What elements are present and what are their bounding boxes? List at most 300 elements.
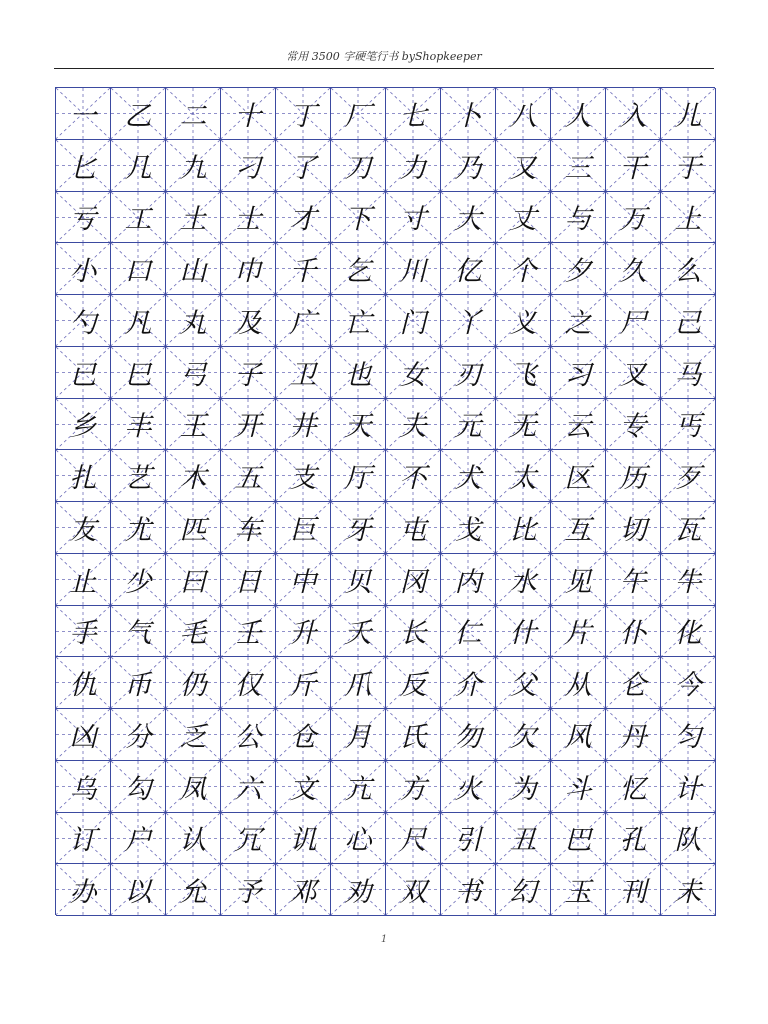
- practice-character: 邓: [289, 877, 317, 909]
- grid-cell: [166, 864, 221, 916]
- practice-character: 刃: [454, 359, 482, 391]
- practice-character: 大: [454, 204, 482, 236]
- practice-character: 子: [234, 359, 262, 391]
- grid-cell: [606, 192, 661, 244]
- grid-cell: [606, 657, 661, 709]
- practice-character: 尺: [399, 825, 427, 857]
- practice-character: 个: [509, 256, 537, 288]
- grid-cell: [56, 657, 111, 709]
- practice-character: 丑: [509, 825, 537, 857]
- practice-character: 门: [399, 307, 427, 339]
- practice-character: 尸: [619, 307, 647, 339]
- practice-character: 无: [509, 411, 537, 443]
- grid-cell: [221, 192, 276, 244]
- grid-cell: [551, 88, 606, 140]
- grid-cell: [276, 347, 331, 399]
- practice-character: 认: [179, 825, 207, 857]
- grid-cell: [661, 192, 716, 244]
- practice-character: 日: [234, 566, 262, 598]
- practice-character: 戈: [454, 514, 482, 546]
- grid-cell: [166, 554, 221, 606]
- practice-character: 犬: [454, 463, 482, 495]
- practice-character: 内: [454, 566, 482, 598]
- practice-character: 以: [124, 877, 152, 909]
- grid-cell: [496, 813, 551, 865]
- practice-character: 仇: [69, 670, 97, 702]
- grid-cell: [111, 399, 166, 451]
- practice-character: 刀: [344, 152, 372, 184]
- grid-cell: [661, 554, 716, 606]
- practice-character: 分: [124, 721, 152, 753]
- grid-cell: [276, 295, 331, 347]
- practice-character: 云: [564, 411, 592, 443]
- grid-cell: [111, 709, 166, 761]
- practice-character: 办: [69, 877, 97, 909]
- practice-character: 丁: [289, 100, 317, 132]
- grid-cell: [551, 606, 606, 658]
- practice-character: 于: [674, 152, 702, 184]
- practice-character: 一: [69, 100, 97, 132]
- practice-character: 入: [619, 100, 647, 132]
- practice-character: 弓: [179, 359, 207, 391]
- practice-character: 牙: [344, 514, 372, 546]
- page-header: 常用 3500 字硬笔行书 byShopkeeper: [286, 50, 482, 63]
- grid-cell: [111, 347, 166, 399]
- practice-character: 水: [509, 566, 537, 598]
- grid-cell: [221, 761, 276, 813]
- grid-cell: [166, 88, 221, 140]
- grid-cell: [166, 192, 221, 244]
- grid-cell: [276, 140, 331, 192]
- practice-character: 己: [674, 307, 702, 339]
- practice-character: 今: [674, 670, 702, 702]
- grid-cell: [441, 554, 496, 606]
- grid-cell: [441, 88, 496, 140]
- grid-cell: [111, 192, 166, 244]
- practice-character: 支: [289, 463, 317, 495]
- practice-character: 艺: [124, 463, 152, 495]
- grid-cell: [441, 140, 496, 192]
- practice-character: 了: [289, 152, 317, 184]
- grid-cell: [56, 606, 111, 658]
- practice-character: 才: [289, 204, 317, 236]
- grid-cell: [496, 761, 551, 813]
- practice-character: 允: [179, 877, 207, 909]
- practice-character: 王: [179, 411, 207, 443]
- practice-character: 长: [399, 618, 427, 650]
- grid-cell: [111, 450, 166, 502]
- practice-character: 卫: [289, 359, 317, 391]
- practice-character: 欠: [509, 721, 537, 753]
- grid-cell: [221, 657, 276, 709]
- practice-character: 冈: [399, 566, 427, 598]
- grid-cell: [221, 813, 276, 865]
- practice-character: 爪: [344, 670, 372, 702]
- practice-character: 万: [619, 204, 647, 236]
- grid-cell: [441, 450, 496, 502]
- practice-character: 屯: [399, 514, 427, 546]
- practice-character: 贝: [344, 566, 372, 598]
- grid-cell: [111, 657, 166, 709]
- practice-character: 队: [674, 825, 702, 857]
- practice-character: 太: [509, 463, 537, 495]
- grid-cell: [661, 864, 716, 916]
- grid-cell: [386, 450, 441, 502]
- practice-character: 区: [564, 463, 592, 495]
- practice-character: 匀: [674, 721, 702, 753]
- grid-cell: [551, 502, 606, 554]
- grid-cell: [661, 140, 716, 192]
- grid-cell: [496, 243, 551, 295]
- practice-character: 也: [344, 359, 372, 391]
- practice-character: 上: [674, 204, 702, 236]
- grid-cell: [331, 502, 386, 554]
- practice-character: 尤: [124, 514, 152, 546]
- practice-character: 仓: [289, 721, 317, 753]
- practice-character: 七: [399, 100, 427, 132]
- grid-cell: [331, 192, 386, 244]
- practice-character: 土: [179, 204, 207, 236]
- practice-character: 亿: [454, 256, 482, 288]
- grid-cell: [386, 606, 441, 658]
- grid-cell: [276, 399, 331, 451]
- practice-character: 公: [234, 721, 262, 753]
- grid-cell: [496, 502, 551, 554]
- practice-character: 中: [289, 566, 317, 598]
- grid-cell: [166, 295, 221, 347]
- practice-character: 夕: [564, 256, 592, 288]
- grid-cell: [386, 88, 441, 140]
- grid-cell: [331, 243, 386, 295]
- practice-character: 丸: [179, 307, 207, 339]
- grid-cell: [56, 295, 111, 347]
- practice-character: 六: [234, 773, 262, 805]
- practice-character: 氏: [399, 721, 427, 753]
- practice-character: 力: [399, 152, 427, 184]
- practice-character: 乙: [124, 100, 152, 132]
- practice-character: 仑: [619, 670, 647, 702]
- practice-character: 川: [399, 256, 427, 288]
- grid-cell: [606, 554, 661, 606]
- grid-cell: [661, 399, 716, 451]
- grid-cell: [221, 88, 276, 140]
- grid-cell: [221, 502, 276, 554]
- grid-cell: [551, 761, 606, 813]
- practice-character: 飞: [509, 359, 537, 391]
- grid-cell: [661, 295, 716, 347]
- practice-character: 已: [69, 359, 97, 391]
- practice-character: 卜: [454, 100, 482, 132]
- practice-character: 从: [564, 670, 592, 702]
- grid-cell: [606, 347, 661, 399]
- practice-grid: [55, 87, 715, 915]
- practice-character: 风: [564, 721, 592, 753]
- practice-character: 计: [674, 773, 702, 805]
- practice-character: 儿: [674, 100, 702, 132]
- grid-cell: [56, 450, 111, 502]
- grid-cell: [331, 295, 386, 347]
- practice-character: 父: [509, 670, 537, 702]
- grid-cell: [56, 399, 111, 451]
- grid-cell: [331, 864, 386, 916]
- grid-cell: [661, 450, 716, 502]
- grid-cell: [56, 502, 111, 554]
- grid-cell: [386, 192, 441, 244]
- practice-character: 仁: [454, 618, 482, 650]
- practice-character: 义: [509, 307, 537, 339]
- grid-cell: [276, 450, 331, 502]
- practice-character: 乌: [69, 773, 97, 805]
- practice-character: 毛: [179, 618, 207, 650]
- practice-character: 仅: [234, 670, 262, 702]
- practice-character: 女: [399, 359, 427, 391]
- practice-character: 订: [69, 825, 97, 857]
- practice-character: 玉: [564, 877, 592, 909]
- grid-cell: [551, 243, 606, 295]
- practice-character: 马: [674, 359, 702, 391]
- practice-character: 山: [179, 256, 207, 288]
- grid-cell: [111, 606, 166, 658]
- grid-cell: [551, 709, 606, 761]
- practice-character: 引: [454, 825, 482, 857]
- grid-cell: [606, 709, 661, 761]
- grid-cell: [166, 709, 221, 761]
- practice-character: 与: [564, 204, 592, 236]
- grid-cell: [496, 709, 551, 761]
- grid-cell: [276, 709, 331, 761]
- grid-cell: [166, 399, 221, 451]
- practice-character: 又: [509, 152, 537, 184]
- grid-cell: [276, 554, 331, 606]
- practice-character: 丈: [509, 204, 537, 236]
- grid-cell: [441, 761, 496, 813]
- practice-character: 勾: [124, 773, 152, 805]
- practice-character: 井: [289, 411, 317, 443]
- grid-cell: [331, 813, 386, 865]
- grid-cell: [551, 813, 606, 865]
- grid-cell: [386, 243, 441, 295]
- grid-cell: [496, 140, 551, 192]
- practice-character: 亢: [344, 773, 372, 805]
- grid-cell: [276, 606, 331, 658]
- practice-character: 斗: [564, 773, 592, 805]
- practice-character: 巨: [289, 514, 317, 546]
- practice-character: 书: [454, 877, 482, 909]
- practice-character: 几: [124, 152, 152, 184]
- grid-cell: [221, 347, 276, 399]
- grid-cell: [166, 347, 221, 399]
- grid-cell: [551, 399, 606, 451]
- grid-cell: [331, 761, 386, 813]
- grid-cell: [496, 347, 551, 399]
- practice-character: 巳: [124, 359, 152, 391]
- practice-character: 广: [289, 307, 317, 339]
- practice-character: 八: [509, 100, 537, 132]
- grid-cell: [331, 399, 386, 451]
- practice-character: 历: [619, 463, 647, 495]
- grid-cell: [606, 761, 661, 813]
- grid-cell: [331, 606, 386, 658]
- grid-cell: [56, 709, 111, 761]
- practice-character: 升: [289, 618, 317, 650]
- grid-cell: [331, 88, 386, 140]
- grid-cell: [661, 813, 716, 865]
- grid-cell: [111, 502, 166, 554]
- grid-cell: [111, 761, 166, 813]
- practice-character: 口: [124, 256, 152, 288]
- grid-cell: [331, 554, 386, 606]
- grid-cell: [56, 554, 111, 606]
- practice-character: 士: [234, 204, 262, 236]
- grid-cell: [661, 657, 716, 709]
- grid-cell: [166, 243, 221, 295]
- grid-cell: [386, 813, 441, 865]
- practice-character: 扎: [69, 463, 97, 495]
- practice-character: 讥: [289, 825, 317, 857]
- grid-cell: [496, 606, 551, 658]
- grid-cell: [551, 140, 606, 192]
- practice-character: 比: [509, 514, 537, 546]
- grid-cell: [606, 864, 661, 916]
- grid-cell: [111, 813, 166, 865]
- practice-character: 五: [234, 463, 262, 495]
- practice-character: 互: [564, 514, 592, 546]
- practice-character: 下: [344, 204, 372, 236]
- grid-cell: [331, 450, 386, 502]
- practice-character: 天: [344, 411, 372, 443]
- grid-cell: [606, 295, 661, 347]
- practice-character: 专: [619, 411, 647, 443]
- practice-character: 元: [454, 411, 482, 443]
- page-number: 1: [380, 934, 388, 945]
- practice-character: 不: [399, 463, 427, 495]
- grid-cell: [606, 502, 661, 554]
- grid-cell: [441, 813, 496, 865]
- practice-character: 斤: [289, 670, 317, 702]
- practice-character: 亡: [344, 307, 372, 339]
- grid-cell: [386, 140, 441, 192]
- practice-character: 气: [124, 618, 152, 650]
- grid-cell: [386, 347, 441, 399]
- practice-character: 木: [179, 463, 207, 495]
- practice-character: 冗: [234, 825, 262, 857]
- grid-cell: [441, 347, 496, 399]
- grid-cell: [386, 657, 441, 709]
- practice-character: 车: [234, 514, 262, 546]
- grid-cell: [56, 761, 111, 813]
- practice-character: 习: [564, 359, 592, 391]
- practice-character: 为: [509, 773, 537, 805]
- practice-character: 之: [564, 307, 592, 339]
- grid-cell: [661, 761, 716, 813]
- grid-cell: [166, 657, 221, 709]
- grid-cell: [661, 347, 716, 399]
- grid-cell: [606, 450, 661, 502]
- grid-cell: [276, 813, 331, 865]
- practice-character: 勺: [69, 307, 97, 339]
- practice-character: 乃: [454, 152, 482, 184]
- grid-cell: [606, 88, 661, 140]
- grid-cell: [496, 399, 551, 451]
- grid-cell: [276, 502, 331, 554]
- grid-cell: [56, 347, 111, 399]
- grid-cell: [276, 761, 331, 813]
- practice-character: 劝: [344, 877, 372, 909]
- grid-cell: [331, 657, 386, 709]
- grid-cell: [111, 864, 166, 916]
- practice-character: 止: [69, 566, 97, 598]
- practice-character: 切: [619, 514, 647, 546]
- practice-character: 片: [564, 618, 592, 650]
- grid-cell: [496, 657, 551, 709]
- practice-character: 孔: [619, 825, 647, 857]
- practice-character: 未: [674, 877, 702, 909]
- grid-cell: [441, 657, 496, 709]
- grid-cell: [386, 554, 441, 606]
- practice-character: 么: [674, 256, 702, 288]
- grid-cell: [111, 88, 166, 140]
- practice-character: 巾: [234, 256, 262, 288]
- grid-cell: [386, 295, 441, 347]
- practice-character: 忆: [619, 773, 647, 805]
- grid-cell: [221, 450, 276, 502]
- practice-character: 牛: [674, 566, 702, 598]
- grid-cell: [56, 140, 111, 192]
- grid-cell: [661, 606, 716, 658]
- grid-cell: [551, 450, 606, 502]
- grid-cell: [221, 709, 276, 761]
- grid-cell: [221, 554, 276, 606]
- grid-cell: [551, 295, 606, 347]
- grid-cell: [496, 554, 551, 606]
- practice-character: 人: [564, 100, 592, 132]
- practice-character: 双: [399, 877, 427, 909]
- practice-character: 户: [124, 825, 152, 857]
- practice-character: 友: [69, 514, 97, 546]
- grid-cell: [111, 140, 166, 192]
- grid-cell: [56, 192, 111, 244]
- grid-cell: [221, 243, 276, 295]
- grid-cell: [496, 192, 551, 244]
- grid-cell: [496, 450, 551, 502]
- grid-cell: [111, 243, 166, 295]
- grid-cell: [386, 502, 441, 554]
- grid-cell: [551, 554, 606, 606]
- practice-character: 仆: [619, 618, 647, 650]
- practice-character: 凶: [69, 721, 97, 753]
- grid-cell: [496, 88, 551, 140]
- practice-character: 开: [234, 411, 262, 443]
- practice-character: 厅: [344, 463, 372, 495]
- practice-character: 刊: [619, 877, 647, 909]
- practice-character: 久: [619, 256, 647, 288]
- practice-character: 亏: [69, 204, 97, 236]
- grid-cell: [661, 88, 716, 140]
- grid-cell: [441, 399, 496, 451]
- practice-character: 寸: [399, 204, 427, 236]
- grid-cell: [221, 399, 276, 451]
- grid-cell: [441, 502, 496, 554]
- grid-cell: [551, 192, 606, 244]
- grid-cell: [56, 813, 111, 865]
- grid-cell: [276, 192, 331, 244]
- grid-cell: [661, 709, 716, 761]
- grid-cell: [221, 864, 276, 916]
- practice-character: 及: [234, 307, 262, 339]
- grid-cell: [551, 347, 606, 399]
- practice-character: 勿: [454, 721, 482, 753]
- practice-character: 干: [619, 152, 647, 184]
